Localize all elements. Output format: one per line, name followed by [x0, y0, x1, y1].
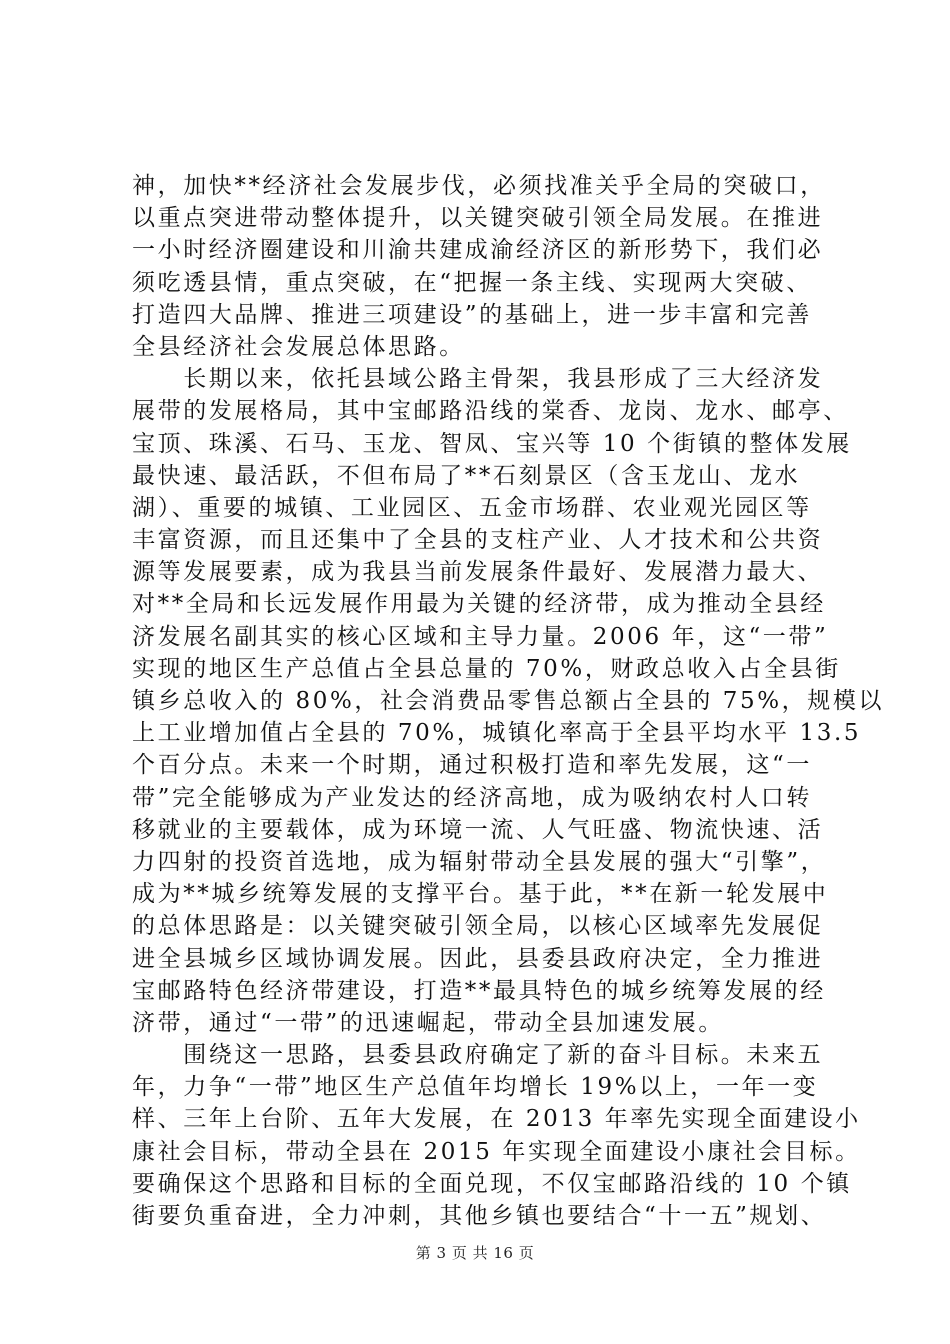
text-line: 样、三年上台阶、五年大发展，在 2013 年率先实现全面建设小: [132, 1106, 861, 1133]
text-line: 移就业的主要载体，成为环境一流、人气旺盛、物流快速、活: [132, 816, 824, 843]
text-line: 展带的发展格局，其中宝邮路沿线的棠香、龙岗、龙水、邮亭、: [132, 398, 849, 425]
text-line: 济带，通过“一带”的迅速崛起，带动全县加速发展。: [132, 1009, 724, 1036]
text-line: 一小时经济圈建设和川渝共建成渝经济区的新形势下，我们必: [132, 237, 824, 264]
text-line: 最快速、最活跃，不但布局了**石刻景区（含玉龙山、龙水: [132, 462, 801, 489]
text-line: 济发展名副其实的核心区域和主导力量。2006 年，这“一带”: [132, 623, 829, 650]
text-line: 成为**城乡统筹发展的支撑平台。基于此，**在新一轮发展中: [132, 881, 829, 908]
text-line: 源等发展要素，成为我县当前发展条件最好、发展潜力最大、: [132, 559, 824, 586]
text-line: 神，加快**经济社会发展步伐，必须找准关乎全局的突破口，: [132, 173, 826, 199]
text-line: 康社会目标，带动全县在 2015 年实现全面建设小康社会目标。: [132, 1138, 861, 1165]
text-line: 上工业增加值占全县的 70%，城镇化率高于全县平均水平 13.5: [132, 720, 862, 747]
text-line: 街要负重奋进，全力冲刺，其他乡镇也要结合“十一五”规划、: [132, 1203, 827, 1229]
text-line: 年，力争“一带”地区生产总值年均增长 19%以上，一年一变: [132, 1074, 819, 1101]
text-line: 镇乡总收入的 80%，社会消费品零售总额占全县的 75%，规模以: [132, 688, 885, 714]
text-line: 实现的地区生产总值占全县总量的 70%，财政总收入占全县街: [132, 655, 841, 682]
text-line: 的总体思路是：以关键突破引领全局，以核心区域率先发展促: [132, 913, 824, 940]
text-line: 进全县城乡区域协调发展。因此，县委县政府决定，全力推进: [132, 945, 824, 972]
text-line: 要确保这个思路和目标的全面兑现，不仅宝邮路沿线的 10 个镇: [132, 1170, 852, 1197]
text-line: 对**全局和长远发展作用最为关键的经济带，成为推动全县经: [132, 591, 826, 618]
page-footer: 第 3 页 共 16 页: [415, 1244, 535, 1262]
text-line: 带”完全能够成为产业发达的经济高地，成为吸纳农村人口转: [132, 784, 812, 811]
text-line: 打造四大品牌、推进三项建设”的基础上，进一步丰富和完善: [132, 301, 812, 328]
text-line: 个百分点。未来一个时期，通过积极打造和率先发展，这“一: [132, 752, 812, 779]
text-line: 长期以来，依托县域公路主骨架，我县形成了三大经济发: [132, 366, 824, 393]
text-line: 围绕这一思路，县委县政府确定了新的奋斗目标。未来五: [132, 1042, 824, 1069]
text-line: 丰富资源，而且还集中了全县的支柱产业、人才技术和公共资: [132, 527, 824, 554]
document-body: [132, 170, 885, 1232]
text-line: 宝邮路特色经济带建设，打造**最具特色的城乡统筹发展的经: [132, 977, 826, 1004]
text-line: 以重点突进带动整体提升，以关键突破引领全局发展。在推进: [132, 205, 824, 232]
text-line: 须吃透县情，重点突破，在“把握一条主线、实现两大突破、: [132, 269, 812, 296]
text-line: 湖）、重要的城镇、工业园区、五金市场群、农业观光园区等: [132, 494, 812, 521]
text-line: 力四射的投资首选地，成为辐射带动全县发展的强大“引擎”，: [132, 848, 827, 875]
text-line: 宝顶、珠溪、石马、玉龙、智凤、宝兴等 10 个街镇的整体发展: [132, 430, 852, 457]
text-line: 全县经济社会发展总体思路。: [132, 333, 465, 360]
